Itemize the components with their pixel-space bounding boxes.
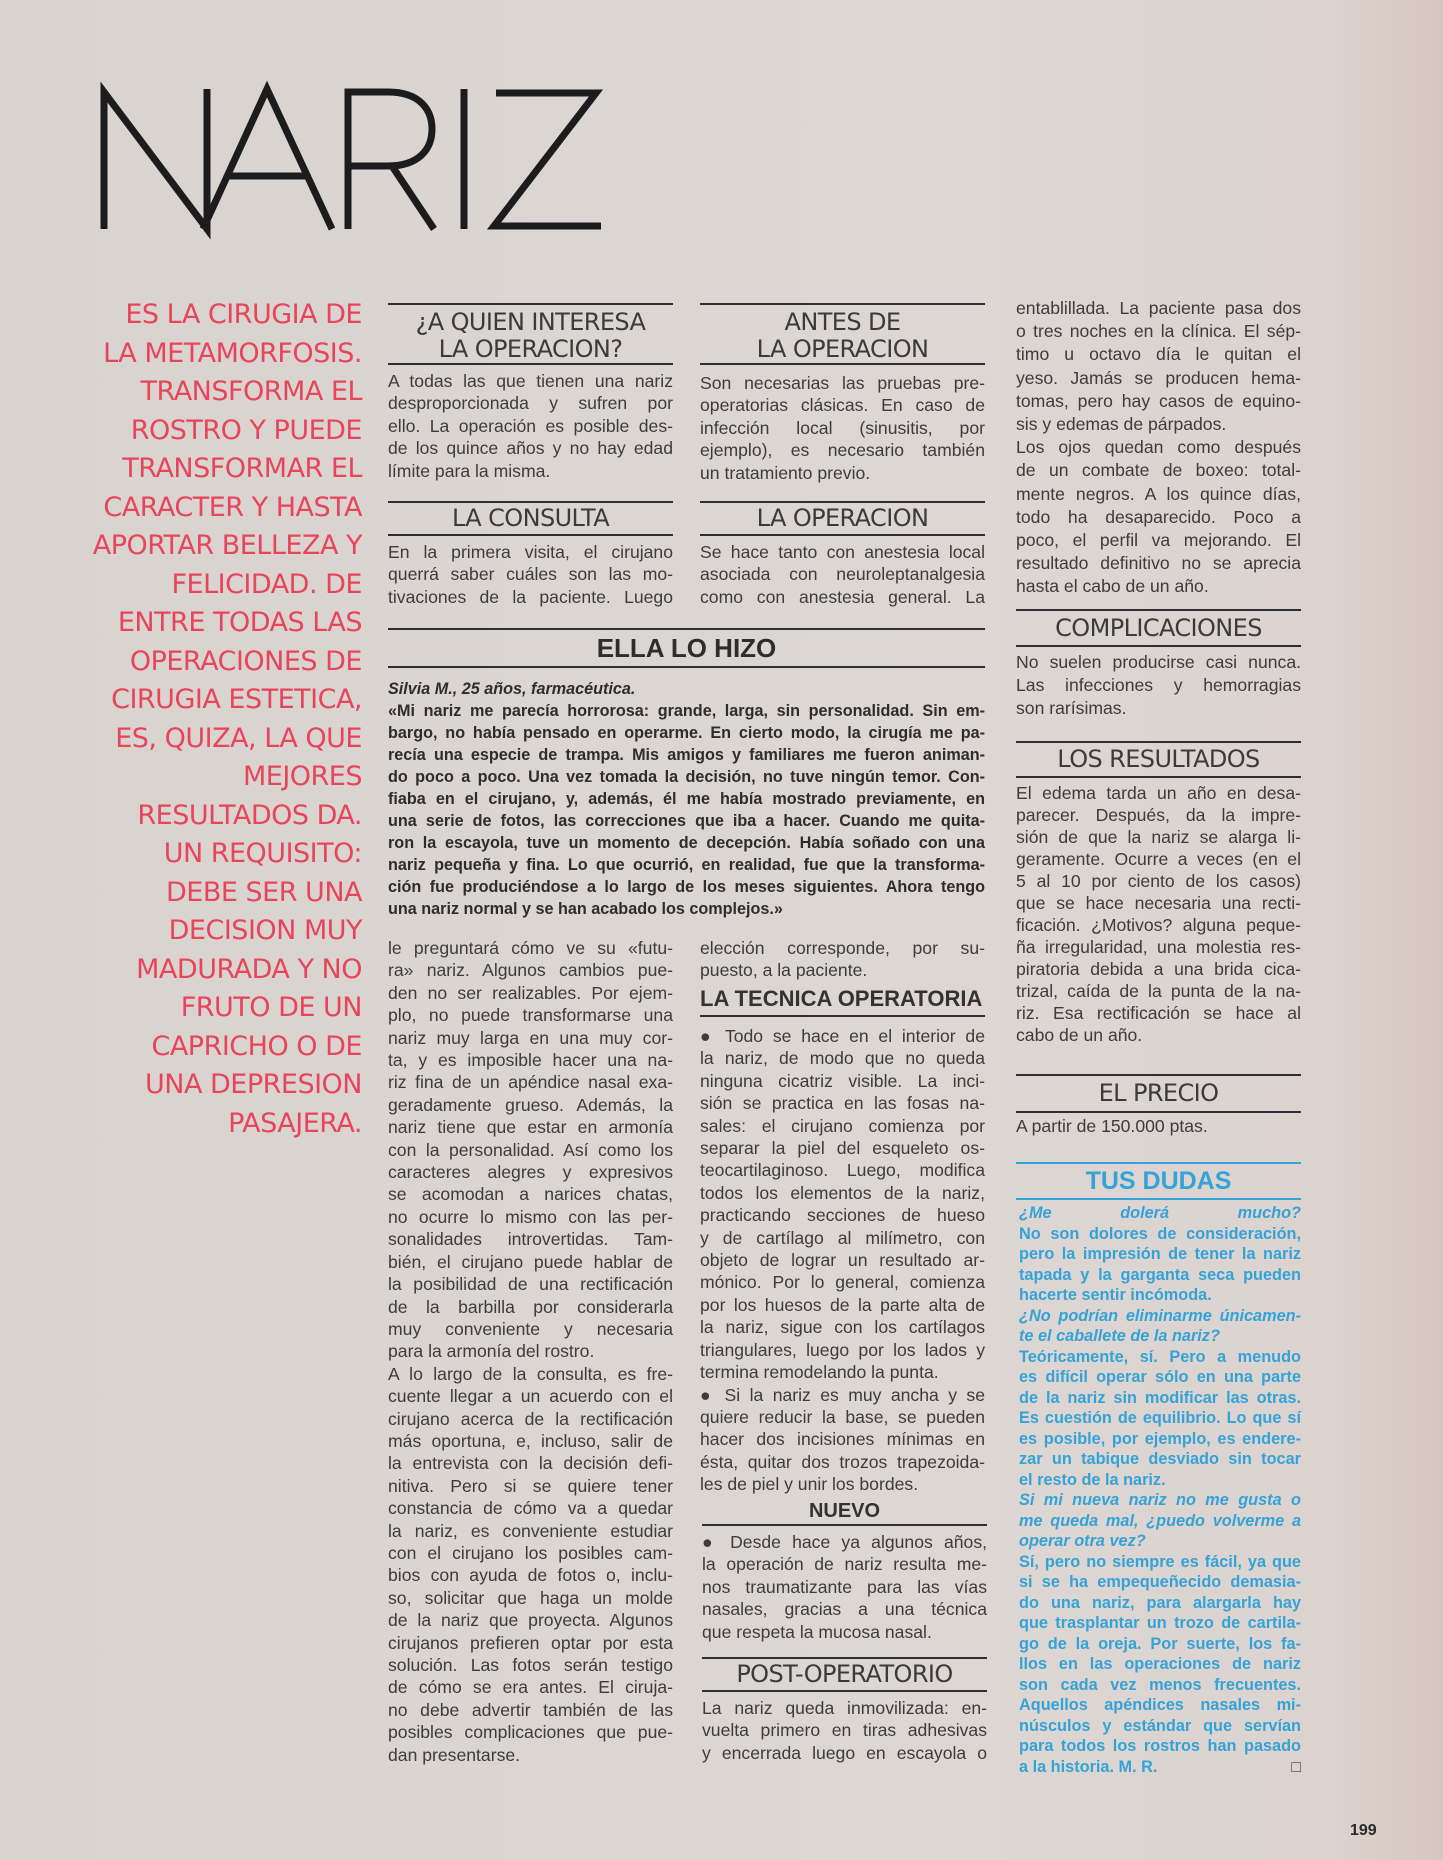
faq-answer-line: es posible, por ejemplo, es endere- bbox=[1019, 1429, 1301, 1448]
heading-text: LA TECNICA OPERATORIA bbox=[700, 986, 983, 1011]
text-line: la nariz, de modo que no queda bbox=[700, 1048, 985, 1069]
text-line: Los ojos quedan como después bbox=[1016, 437, 1301, 458]
text-line: cirujanos prefieren optar por esta bbox=[388, 1632, 673, 1653]
text-line: riz fina de un apéndice nasal exa- bbox=[388, 1072, 673, 1093]
heading-precio: EL PRECIO bbox=[1016, 1074, 1301, 1113]
text-line: En la primera visita, el cirujano bbox=[388, 542, 673, 562]
faq-final-line bbox=[1019, 1757, 1301, 1779]
text-line: La nariz queda inmovilizada: en- bbox=[702, 1698, 987, 1718]
quote-line: bargo, no había pensado en operarme. En cierto modo, la cirugía me pa- bbox=[388, 724, 985, 742]
intro-line: PASAJERA. bbox=[228, 1107, 362, 1139]
heading-line: LA OPERACION? bbox=[438, 335, 623, 363]
intro-line: UN REQUISITO: bbox=[163, 838, 362, 869]
title-letter-n bbox=[104, 89, 207, 229]
intro-line: CAPRICHO O DE bbox=[151, 1030, 362, 1062]
heading-resultados: LOS RESULTADOS bbox=[1016, 741, 1301, 778]
text-line: triangulares, luego por los lados y bbox=[700, 1339, 985, 1360]
heading-antes bbox=[700, 303, 985, 365]
text-line: nasales, gracias a una técnica bbox=[702, 1599, 987, 1620]
text-line: ello. La operación es posible des- bbox=[388, 415, 673, 436]
text-line: para la armonía del rostro. bbox=[388, 1341, 595, 1362]
text-line: nos traumatizante para las vías bbox=[702, 1576, 987, 1597]
heading-complicaciones: COMPLICACIONES bbox=[1016, 609, 1301, 647]
text-line: entablillada. La paciente pasa dos bbox=[1016, 298, 1301, 318]
text-line: tomas, pero hay casos de equino- bbox=[1016, 390, 1301, 411]
text-line: nariz tiene que estar en armonía bbox=[388, 1117, 673, 1138]
text-line: más oportuna, e, incluso, salir de bbox=[388, 1430, 673, 1451]
text-line: El edema tarda un año en desa- bbox=[1016, 783, 1301, 803]
text-line: ficación. ¿Motivos? alguna peque- bbox=[1016, 915, 1301, 935]
end-of-article-mark: □ bbox=[1291, 1758, 1301, 1776]
text-line: sión se practica en las fosas na- bbox=[700, 1093, 985, 1114]
faq-question-line: operar otra vez? bbox=[1019, 1532, 1146, 1550]
text-line: resultado definitivo no se aprecia bbox=[1016, 553, 1301, 574]
text-line: asociada con neuroleptanalgesia bbox=[700, 564, 985, 585]
text-line: den no ser realizables. Por ejem- bbox=[388, 982, 673, 1003]
intro-line: CARACTER Y HASTA bbox=[103, 491, 362, 523]
text-line: que respeta la mucosa nasal. bbox=[702, 1621, 932, 1642]
text-line: ninguna cicatriz visible. La inci- bbox=[700, 1070, 985, 1091]
heading-line: ¿A QUIEN INTERESA bbox=[415, 308, 646, 336]
quote-line: una serie de fotos, las correcciones que iba a hacer. Cuando me quita- bbox=[388, 812, 985, 830]
text-line: y encerrada luego en escayola o bbox=[702, 1742, 987, 1763]
quote-line: do poco a poco. Una vez tomada la decisión, no tuve ningún temor. Con- bbox=[388, 768, 985, 786]
faq-answer-line: a la historia. M. R. bbox=[1019, 1757, 1158, 1776]
intro-line: MEJORES bbox=[242, 761, 362, 792]
quote-line: ción fue produciéndose a lo largo de los meses siguientes. Ahora tengo bbox=[388, 878, 985, 896]
intro-line: RESULTADOS DA. bbox=[137, 799, 362, 831]
text-line: nariz muy larga en una muy cor- bbox=[388, 1027, 673, 1048]
testimonial-byline: Silvia M., 25 años, farmacéutica. bbox=[388, 680, 636, 698]
text-line: bién, el cirujano puede hablar de bbox=[388, 1251, 673, 1272]
text-line: desproporcionada y sufren por bbox=[388, 393, 673, 414]
text-line: practicando secciones de hueso bbox=[700, 1205, 985, 1226]
quote-line: fiaba en el cirujano, y, además, él me había mostrado previamente, en bbox=[388, 790, 985, 808]
section-resultados-body bbox=[1016, 782, 1301, 1046]
text-line: la operación de nariz resulta me- bbox=[702, 1554, 987, 1575]
intro-line: ES, QUIZA, LA QUE bbox=[115, 722, 362, 754]
faq-question-line: te el caballete de la nariz? bbox=[1019, 1327, 1220, 1345]
quote-line: recía una especie de trampa. Mis amigos y familiares me fueron animan- bbox=[388, 746, 985, 764]
section-operacion-body bbox=[700, 541, 985, 608]
quote-line: una nariz normal y se han acabado los complejos.» bbox=[388, 900, 783, 918]
text-line: ejemplo), es necesario también bbox=[700, 440, 985, 461]
faq-answer-line: para todos los rostros han pasado bbox=[1019, 1737, 1301, 1755]
text-line: poco, el perfil va mejorando. El bbox=[1016, 530, 1301, 551]
title-letter-z bbox=[494, 93, 601, 226]
text-line: A todas las que tienen una nariz bbox=[388, 371, 673, 391]
text-line: timo u octavo día le quitan el bbox=[1016, 344, 1301, 365]
heading-quien-interesa bbox=[388, 303, 673, 365]
faq-question-line: ¿No podrían eliminarme únicamen- bbox=[1019, 1306, 1301, 1325]
text-line: hasta el cabo de un año. bbox=[1016, 576, 1209, 597]
intro-line: FRUTO DE UN bbox=[180, 992, 362, 1023]
text-line: sis y edemas de párpados. bbox=[1016, 414, 1227, 435]
text-line: caracteres alegres y expresivos bbox=[388, 1162, 673, 1183]
text-line: sales: el cirujano comienza por bbox=[700, 1115, 985, 1136]
text-line: Se hace tanto con anestesia local bbox=[700, 542, 985, 562]
section-tus-dudas-body bbox=[1019, 1203, 1301, 1778]
section-eleccion bbox=[700, 937, 985, 982]
text-line: parecer. Después, da la impre- bbox=[1016, 805, 1301, 825]
text-line: dan presentarse. bbox=[388, 1744, 521, 1765]
text-line: bios con ayuda de fotos o, inclu- bbox=[388, 1565, 673, 1586]
text-line: no ocurre lo mismo con las per- bbox=[388, 1206, 673, 1227]
faq-answer-line: que trasplantar un trozo de cartila- bbox=[1019, 1614, 1301, 1632]
text-line: la nariz, es conveniente estudiar bbox=[388, 1520, 673, 1541]
text-line: ● Desde hace ya algunos años, bbox=[702, 1532, 987, 1552]
text-line: de la barbilla por considerarla bbox=[388, 1296, 673, 1317]
section-precio-body bbox=[1016, 1115, 1301, 1137]
text-line: so, solicitar que haga un molde bbox=[388, 1587, 673, 1608]
text-line: o tres noches en la clínica. El sép- bbox=[1016, 321, 1301, 342]
text-line: se acomodan a narices chatas, bbox=[388, 1184, 673, 1205]
faq-question-line: ¿Me dolerá mucho? bbox=[1019, 1204, 1301, 1222]
intro-line: ES LA CIRUGIA DE bbox=[125, 299, 362, 330]
intro-line: ENTRE TODAS LAS bbox=[117, 607, 362, 638]
text-line: separar la piel del esqueleto os- bbox=[700, 1138, 985, 1159]
section-post-continued bbox=[1016, 297, 1301, 599]
heading-nuevo: NUEVO bbox=[702, 1500, 987, 1526]
text-line: geradamente grueso. Además, la bbox=[388, 1094, 673, 1115]
text-line: operatorias clásicas. En caso de bbox=[700, 395, 985, 416]
text-line: como con anestesia general. La bbox=[700, 586, 985, 607]
text-line: la posibilidad de una rectificación bbox=[388, 1274, 673, 1295]
text-line: que se hace necesaria una recti- bbox=[1016, 893, 1301, 913]
text-line: geramente. Ocurre a veces (en el bbox=[1016, 849, 1301, 869]
section-post-body bbox=[702, 1697, 987, 1764]
intro-line: FELICIDAD. DE bbox=[171, 568, 362, 600]
text-line: plo, no puede transformarse una bbox=[388, 1005, 673, 1026]
text-line: muy conveniente y necesaria bbox=[388, 1318, 673, 1339]
text-line: piratoria debida a una brida cica- bbox=[1016, 959, 1301, 979]
text-line: No suelen producirse casi nunca. bbox=[1016, 652, 1301, 672]
faq-answer-line: Teóricamente, sí. Pero a menudo bbox=[1019, 1347, 1301, 1366]
faq-answer-line: zar un tabique desviado sin tocar bbox=[1019, 1450, 1301, 1468]
faq-answer-line: Aquellos apéndices nasales mi- bbox=[1019, 1696, 1301, 1714]
text-line: ra» nariz. Algunos cambios pue- bbox=[388, 960, 673, 981]
text-line: ● Todo se hace en el interior de bbox=[700, 1026, 985, 1046]
faq-answer-line: pero la impresión de tener la nariz bbox=[1019, 1245, 1301, 1263]
intro-lead bbox=[62, 296, 362, 1143]
text-line: con la personalidad. Así como los bbox=[388, 1139, 673, 1160]
intro-line: ROSTRO Y PUEDE bbox=[130, 414, 362, 446]
text-line: ● Si la nariz es muy ancha y se bbox=[700, 1384, 985, 1405]
text-line: teocartilaginoso. Luego, modifica bbox=[700, 1160, 985, 1181]
heading-post-operatorio: POST-OPERATORIO bbox=[702, 1657, 987, 1692]
text-line: elección corresponde, por su- bbox=[700, 938, 985, 958]
section-consulta-body bbox=[388, 541, 673, 608]
text-line: nitiva. Pero si se quiere tener bbox=[388, 1475, 673, 1496]
text-line: cabo de un año. bbox=[1016, 1025, 1143, 1045]
heading-tecnica-operatoria bbox=[700, 986, 985, 1017]
text-line: riz. Esa rectificación se hace al bbox=[1016, 1003, 1301, 1023]
faq-answer-line: hacerte sentir incómoda. bbox=[1019, 1286, 1212, 1304]
intro-line: MADURADA Y NO bbox=[136, 953, 362, 985]
page-number: 199 bbox=[1350, 1822, 1377, 1839]
text-line: cirujano acerca de la rectificación bbox=[388, 1408, 673, 1429]
text-line: todos los elementos de la nariz, bbox=[700, 1182, 985, 1203]
text-line: A lo largo de la consulta, es fre- bbox=[388, 1363, 673, 1384]
title-letter-r bbox=[348, 92, 434, 229]
text-line: le preguntará cómo ve su «futu- bbox=[388, 938, 673, 958]
faq-answer-line: son cada vez menos frecuentes. bbox=[1019, 1675, 1301, 1694]
intro-line: TRANSFORMAR EL bbox=[122, 453, 362, 484]
text-line: hacer dos incisiones mínimas en bbox=[700, 1429, 985, 1450]
heading-consulta: LA CONSULTA bbox=[388, 501, 673, 536]
text-line: no debe advertir también de las bbox=[388, 1699, 673, 1720]
text-line: cuente llegar a un acuerdo con el bbox=[388, 1386, 673, 1407]
heading-ella-lo-hizo: ELLA LO HIZO bbox=[388, 628, 985, 668]
heading-operacion: LA OPERACION bbox=[700, 501, 985, 536]
text-line: querrá saber cuáles son las mo- bbox=[388, 564, 673, 585]
quote-line: nariz pequeña y fina. Lo que ocurrió, en realidad, fue que la transforma- bbox=[388, 856, 985, 874]
text-line: límite para la misma. bbox=[388, 460, 551, 481]
heading-line: LA OPERACION bbox=[756, 335, 929, 363]
text-line: quiere reducir la base, se pueden bbox=[700, 1406, 985, 1427]
text-line: la nariz, sigue con los cartílagos bbox=[700, 1317, 985, 1338]
text-line: sión de que la nariz se alarga li- bbox=[1016, 827, 1301, 847]
text-line: Son necesarias las pruebas pre- bbox=[700, 373, 985, 393]
text-line: de un combate de boxeo: total- bbox=[1016, 460, 1301, 481]
text-line: mente negros. A los quince días, bbox=[1016, 483, 1301, 504]
text-line: ta, y es imposible hacer una na- bbox=[388, 1050, 673, 1071]
text-line: objeto de lograr un resultado ar- bbox=[700, 1250, 985, 1271]
text-line: A partir de 150.000 ptas. bbox=[1016, 1116, 1208, 1136]
intro-line: UNA DEPRESION bbox=[144, 1069, 362, 1100]
section-tecnica-body bbox=[700, 1025, 985, 1496]
text-line: de los quince años y no hay edad bbox=[388, 438, 673, 459]
intro-line: OPERACIONES DE bbox=[129, 645, 362, 677]
text-line: por los huesos de la parte alta de bbox=[700, 1294, 985, 1315]
faq-answer-line: llos en las operaciones de nariz bbox=[1019, 1655, 1301, 1673]
intro-line: APORTAR BELLEZA Y bbox=[92, 530, 362, 561]
text-line: son rarísimas. bbox=[1016, 698, 1127, 718]
heading-line: ANTES DE bbox=[784, 308, 901, 336]
faq-answer-line: Sí, pero no siempre es fácil, ya que bbox=[1019, 1552, 1301, 1571]
intro-line: DEBE SER UNA bbox=[166, 876, 362, 908]
text-line: yeso. Jamás se producen hema- bbox=[1016, 367, 1301, 388]
faq-answer-line: de la nariz sin modificar las otras. bbox=[1019, 1388, 1301, 1407]
intro-line: TRANSFORMA EL bbox=[140, 376, 362, 407]
faq-answer-line: si se ha empequeñecido demasia- bbox=[1019, 1573, 1301, 1591]
testimonial-quote bbox=[388, 700, 985, 920]
text-line: ña irregularidad, una molestia res- bbox=[1016, 937, 1301, 957]
faq-question-line: Si mi nueva nariz no me gusta o bbox=[1019, 1491, 1301, 1509]
text-line: tivaciones de la paciente. Luego bbox=[388, 586, 673, 607]
quote-line: ron la escayola, tuve un momento de decepción. Había soñado con una bbox=[388, 834, 985, 852]
faq-answer-line: do una nariz, para alargarla hay bbox=[1019, 1593, 1301, 1612]
faq-question-line: me queda mal, ¿puedo volverme a bbox=[1019, 1511, 1301, 1530]
text-line: y de cartílago al milímetro, con bbox=[700, 1227, 985, 1248]
page-title-nariz bbox=[0, 0, 700, 260]
text-line: de cómo se era antes. El ciruja- bbox=[388, 1677, 673, 1698]
intro-line: CIRUGIA ESTETICA, bbox=[111, 684, 362, 715]
text-line: mónico. Por lo general, comienza bbox=[700, 1272, 985, 1293]
heading-tus-dudas: TUS DUDAS bbox=[1016, 1162, 1301, 1200]
faq-answer-line: tapada y la garganta seca pueden bbox=[1019, 1265, 1301, 1284]
title-letter-a bbox=[203, 89, 332, 229]
text-line: termina remodelando la punta. bbox=[700, 1362, 939, 1383]
section-consulta-continued bbox=[388, 937, 673, 1766]
section-quien-body bbox=[388, 370, 673, 482]
text-line: posibles complicaciones que pue- bbox=[388, 1722, 673, 1743]
text-line: todo ha desaparecido. Poco a bbox=[1016, 506, 1301, 527]
faq-answer-line: go de la oreja. Por suerte, los fa- bbox=[1019, 1634, 1301, 1653]
text-line: sonalidades introvertidas. Tam- bbox=[388, 1229, 673, 1250]
text-line: ésta, quitar dos trozos trapezoida- bbox=[700, 1451, 985, 1472]
text-line: la entrevista con la decisión defi- bbox=[388, 1453, 673, 1474]
faq-answer-line: núsculos y estándar que servían bbox=[1019, 1716, 1301, 1735]
text-line: un tratamiento previo. bbox=[700, 462, 871, 483]
text-line: Las infecciones y hemorragias bbox=[1016, 675, 1301, 695]
text-line: constancia de cómo va a quedar bbox=[388, 1498, 673, 1519]
quote-line: «Mi nariz me parecía horrorosa: grande, larga, sin personalidad. Sin em- bbox=[388, 702, 985, 720]
text-line: vuelta primero en tiras adhesivas bbox=[702, 1720, 987, 1741]
faq-answer-line: el resto de la nariz. bbox=[1019, 1470, 1166, 1489]
text-line: 5 al 10 por ciento de los casos) bbox=[1016, 871, 1301, 891]
faq-answer-line: No son dolores de consideración, bbox=[1019, 1224, 1301, 1243]
intro-line: DECISION MUY bbox=[168, 915, 362, 946]
faq-answer-line: Es cuestión de equilibrio. Lo que sí bbox=[1019, 1409, 1301, 1427]
text-line: puesto, a la paciente. bbox=[700, 960, 868, 981]
intro-line: LA METAMORFOSIS. bbox=[103, 337, 362, 369]
faq-answer-line: es difícil operar sólo en una parte bbox=[1019, 1368, 1301, 1386]
section-complicaciones-body bbox=[1016, 651, 1301, 720]
text-line: de la nariz que proyecta. Algunos bbox=[388, 1610, 673, 1631]
text-line: trizal, caída de la punta de la na- bbox=[1016, 981, 1301, 1001]
text-line: les de piel y unir los bordes. bbox=[700, 1474, 919, 1495]
text-line: con el cirujano los posibles cam- bbox=[388, 1542, 673, 1563]
section-nuevo-body bbox=[702, 1531, 987, 1643]
text-line: solución. Las fotos serán testigo bbox=[388, 1655, 673, 1675]
section-antes-body bbox=[700, 372, 985, 484]
testimonial bbox=[388, 678, 985, 920]
text-line: infección local (sinusitis, por bbox=[700, 417, 985, 438]
